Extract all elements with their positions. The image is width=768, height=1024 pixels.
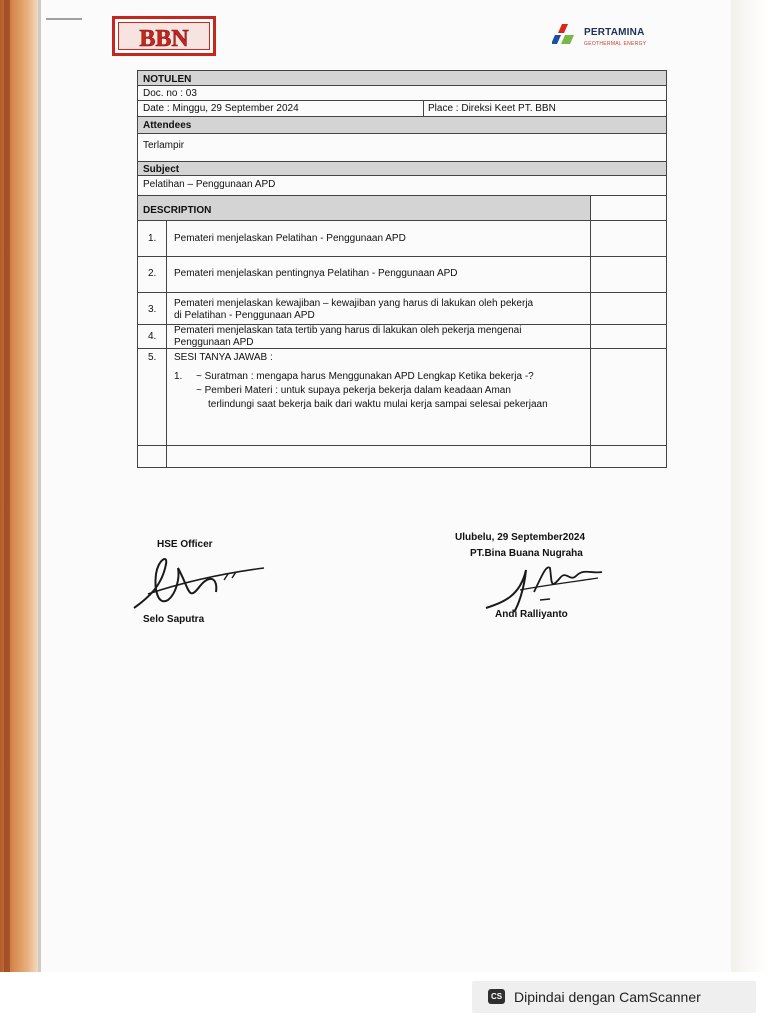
number-column-divider	[166, 220, 167, 467]
qa-question: ~ Suratman : mengapa harus Menggunakan APD Lengkap Ketika bekerja -?	[196, 371, 534, 382]
item-text-line1: Pemateri menjelaskan kewajiban – kewajiban yang harus di lakukan oleh pekerja	[174, 298, 534, 309]
attendees-label: Attendees	[143, 120, 192, 131]
bbn-logo-mark	[129, 22, 199, 52]
watermark-text: Dipindai dengan CamScanner	[514, 989, 701, 1005]
right-signer-name: Andi Ralliyanto	[495, 609, 568, 620]
title-row	[137, 70, 667, 86]
doc-number: Doc. no : 03	[143, 88, 197, 99]
row-divider	[138, 256, 666, 257]
row-divider	[138, 292, 666, 293]
date-place-row	[137, 101, 667, 117]
signer-company: PT.Bina Buana Nugraha	[470, 548, 583, 559]
attendees-header-row	[137, 117, 667, 134]
bbn-logo-text: BBN	[139, 26, 189, 52]
item-number: 2.	[148, 268, 157, 279]
qa-answer-line2: terlindungi saat bekerja baik dari waktu mulai kerja sampai selesai pekerjaan	[208, 399, 548, 410]
attendees-value: Terlampir	[143, 140, 185, 151]
description-label: DESCRIPTION	[143, 205, 212, 216]
camscanner-watermark	[472, 981, 756, 1013]
left-signer-role: HSE Officer	[157, 539, 213, 550]
item-text: Pemateri menjelaskan Pelatihan - Penggunaan APD	[174, 233, 406, 244]
item-number: 1.	[148, 233, 157, 244]
page-edge-shadow	[38, 0, 41, 972]
meeting-date: Date : Minggu, 29 September 2024	[143, 103, 299, 114]
right-signature	[480, 560, 610, 616]
column-divider	[423, 101, 424, 116]
scan-mark	[46, 18, 82, 20]
pertamina-mark-icon	[552, 22, 582, 48]
pertamina-subtitle: GEOTHERMAL ENERGY	[584, 41, 647, 47]
row-divider	[138, 220, 666, 221]
item-number: 4.	[148, 331, 157, 342]
form-title: NOTULEN	[143, 74, 192, 85]
description-header	[138, 196, 590, 220]
scan-background-left	[0, 0, 38, 972]
scan-background-right	[731, 0, 768, 972]
subject-header-row	[137, 162, 667, 176]
pertamina-logo	[552, 22, 652, 52]
remark-column-divider	[590, 196, 591, 467]
signing-place-date: Ulubelu, 29 September2024	[455, 532, 586, 543]
qa-number: 1.	[174, 371, 183, 382]
item-number: 5.	[148, 352, 157, 363]
notulen-form	[137, 70, 667, 468]
item-text: Pemateri menjelaskan pentingnya Pelatihan - Penggunaan APD	[174, 268, 458, 279]
meeting-place: Place : Direksi Keet PT. BBN	[428, 103, 556, 114]
description-table	[137, 196, 667, 468]
left-signature	[128, 550, 268, 614]
item-text-line1: Pemateri menjelaskan tata tertib yang harus di lakukan oleh pekerja mengenai	[174, 325, 522, 336]
row-divider	[138, 445, 666, 446]
binder-edge	[4, 0, 10, 972]
subject-row	[137, 176, 667, 196]
camscanner-icon: CS	[488, 989, 505, 1004]
item-text-line2: Penggunaan APD	[174, 337, 254, 348]
attendees-row	[137, 134, 667, 162]
subject-label: Subject	[143, 164, 180, 175]
bbn-logo	[112, 16, 216, 56]
subject-value: Pelatihan – Penggunaan APD	[143, 179, 276, 190]
qa-section-title: SESI TANYA JAWAB :	[174, 352, 273, 363]
qa-answer-line1: ~ Pemberi Materi : untuk supaya pekerja bekerja dalam keadaan Aman	[196, 385, 511, 396]
item-number: 3.	[148, 304, 157, 315]
doc-no-row	[137, 86, 667, 101]
pertamina-name: PERTAMINA	[584, 27, 645, 38]
left-signer-name: Selo Saputra	[143, 614, 205, 625]
item-text-line2: di Pelatihan - Penggunaan APD	[174, 310, 315, 321]
